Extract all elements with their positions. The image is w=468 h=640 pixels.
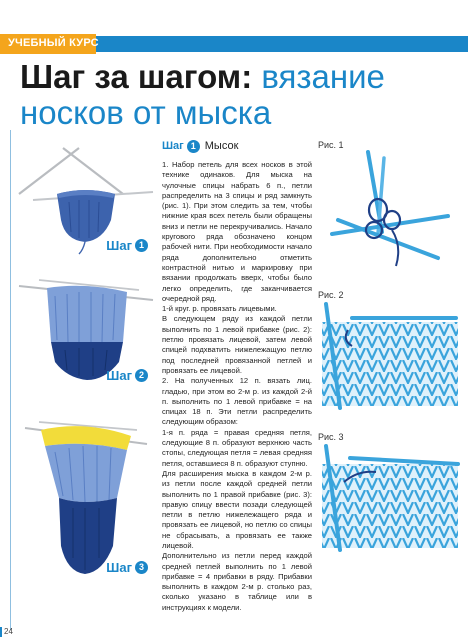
step-heading-badge: 1: [187, 140, 200, 153]
step-number-badge: 3: [135, 561, 148, 574]
page-title-line-2: носков от мыска: [20, 94, 272, 131]
paragraph: Для расширения мыска в каждом 2-м р. из петли после каждой средней петли выполнить по 1 правой прибавке (рис. 3): правую спицу ввести позади следующей петли в петлю нижележащего ряда и провязать ее лицевой, но петлю со спицы не сбрасывать, а провязать ее также лицевой.: [162, 468, 312, 550]
paragraph: Дополнительно из петли перед каждой средней петлей выполнить по 1 левой прибавке = 4 прибавки в ряду. Прибавки выполнить в каждом 2-м р. столько раз, сколько указано в таблице или в инструкциях к модели.: [162, 551, 312, 612]
title-part-1: Шаг за шагом:: [20, 58, 253, 95]
figure-2-diagram: [318, 300, 462, 410]
margin-rule: [10, 130, 11, 630]
figure-2-label: Рис. 2: [318, 290, 344, 300]
instructions-column: [162, 140, 312, 613]
paragraph: 1-й круг. р. провязать лицевыми.: [162, 304, 277, 314]
step-1-label: Шаг 1: [106, 238, 148, 253]
paragraph: 2. На полученных 12 п. вязать лиц. гладью, при этом во 2-м р. из каждой 2-й п. выполнить по 1 левой прибавке = на спицах 18 п. Эти петли распределить следующим образом:: [162, 376, 312, 427]
step-3-label: Шаг 3: [106, 560, 148, 575]
step-heading: Шаг 1 Мысок: [162, 140, 239, 153]
title-part-2: вязание: [261, 58, 385, 95]
step-number-badge: 1: [135, 239, 148, 252]
step-2-label: Шаг 2: [106, 368, 148, 383]
figure-2: [318, 290, 462, 415]
figure-1-diagram: [318, 150, 462, 270]
figure-3-label: Рис. 3: [318, 432, 344, 442]
figure-3: [318, 432, 462, 557]
page-marker: [0, 627, 2, 637]
figure-1-label: Рис. 1: [318, 140, 344, 150]
step-2-photo: [19, 266, 153, 388]
step-3-photo: [19, 398, 153, 575]
page-number: 24: [4, 627, 13, 636]
step-1-photo: [19, 136, 153, 258]
paragraph: 1. Набор петель для всех носков в этой технике одинаков. Для мыска на чулочные спицы набрать 6 п., петли распределить на 3 спицы и ряд замкнуть (рис. 1). При этом следить за тем, чтобы нижние края всех петель были обращены вниз и петли не перекручивались. Начало кругового ряда обозначено концом рабочей нити. При необходимости начало ряда дополнительно отметить контрастной нитью и маркировку при вязании продолжать вверх, чтобы было легко определить, где заканчивается очередной ряд.: [162, 160, 312, 303]
paragraph: 1-я п. ряда = правая средняя петля, следующие 8 п. образуют верхнюю часть стопы, следующая петля = левая средняя петля, оставшиеся 8 п. образуют ступню.: [162, 427, 312, 468]
figure-1: [318, 140, 462, 275]
course-label: УЧЕБНЫЙ КУРС: [8, 37, 99, 49]
figure-3-diagram: [318, 442, 462, 552]
paragraph: В следующем ряду из каждой петли выполнить по 1 левой прибавке (рис. 2): петлю провязать лицевой, затем левой спицей подхватить нижележащую петлю под последней провязанной петлей и провязать ее лицевой.: [162, 314, 312, 375]
page-title: [20, 58, 385, 96]
step-number-badge: 2: [135, 369, 148, 382]
